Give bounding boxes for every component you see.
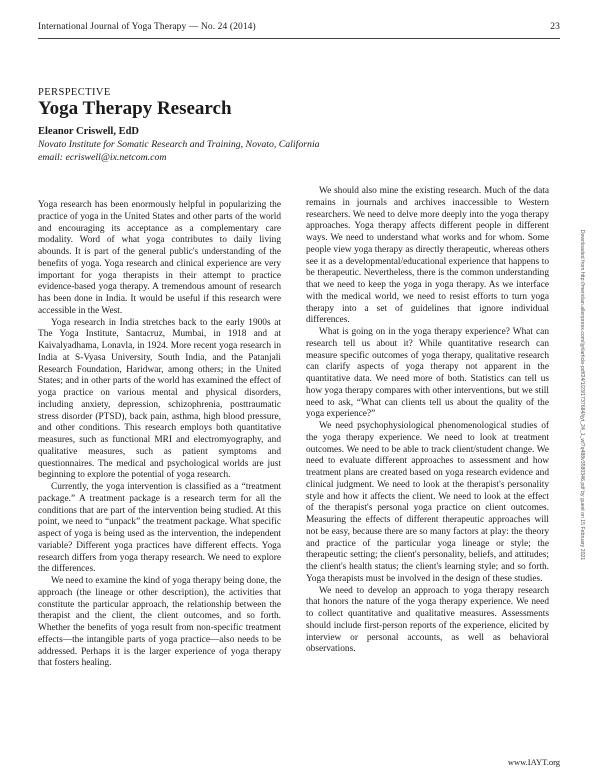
paragraph: Currently, the yoga intervention is classified as a “treatment package.” A treatment package is a research term for all the conditions that are part of the intervention being studied. At this point, we need to “unpack” the treatment package. What specific aspect of yoga is being used as the intervention, the independent variable? Different yoga practices have different effects. Yoga research differs from yoga therapy research. We need to explore the differences. [38,482,281,575]
body-column-left [38,200,281,670]
download-watermark-text: Downloaded from http://meridian.allenpress.com/ijyt/article-pdf/24/1/23/1737684/ijyt_24_1_wf7q488v3580346.pdf by guest on 15 February 2021 [579,229,585,561]
paragraph: What is going on in the yoga therapy experience? What can research tell us about it? While quantitative research can measure specific outcomes of yoga therapy, qualitative research can clarify aspects of yoga therapy not apparent in the quantitative data. We need more of both. Statistics can tell us how yoga therapy compares with other interventions, but we still need to ask, “What can clients tell us about the quality of the yoga experience?” [306,327,549,420]
paragraph: We need to examine the kind of yoga therapy being done, the approach (the lineage or other description), the activities that constitute the particular approach, the relationship between the therapist and the client, the client outcomes, and so forth. Whether the benefits of yoga result from non-specific treatment effects—the intangible parts of yoga practice—also needs to be addressed. Perhaps it is the larger experience of yoga therapy that fosters healing. [38,576,281,669]
author-name: Eleanor Criswell, EdD [38,126,140,137]
journal-citation: International Journal of Yoga Therapy — No. 24 (2014) [38,22,256,32]
article-kicker: PERSPECTIVE [38,87,111,98]
page-number: 23 [550,22,560,32]
paragraph: Yoga research in India stretches back to the early 1900s at The Yoga Institute, Santacruz, Mumbai, in 1918 and at Kaivalyadhama, Lonavla, in 1924. More recent yoga research in India at S-Vyasa University, South India, and the Patanjali Research Foundation, Haridwar, among others; in the United States; and in other parts of the world has examined the effect of yoga practice on various mental and physical disorders, including anxiety, depression, schizophrenia, posttraumatic stress disorder (PTSD), back pain, asthma, high blood pressure, and other conditions. This research employs both quantitative measures, such as functional MRI and electromyography, and qualitative measures, such as patient symptoms and questionnaires. The medical and psychological worlds are just beginning to explore the potential of yoga research. [38,317,281,481]
running-header [38,22,560,32]
footer-url[interactable]: www.IAYT.org [507,757,560,767]
paragraph: We need psychophysiological phenomenological studies of the yoga therapy experience. We need to look at treatment outcomes. We need to be able to track client/student change. We need to evaluate different approaches to assessment and how treatment plans are created based on yoga research evidence and clinical judgment. We need to look at the therapist's personality style and how it affects the client. We need to look at the effect of the therapist's personal yoga practice on client outcomes. Measuring the effects of different therapeutic approaches will not be easy, because there are so many factors at play: the theory and practice of the particular yoga lineage or style; the therapeutic setting; the client's personality, beliefs, and attitudes; the client's health status; the client's learning style; and so forth. Yoga therapists must be involved in the design of these studies. [306,421,549,584]
body-column-right [306,186,549,656]
paragraph: We should also mine the existing research. Much of the data remains in journals and archives inaccessible to Western researchers. We need to delve more deeply into the yoga therapy approaches. Yoga therapy affects different people in different ways. We need to understand what works and for whom. Some people view yoga therapy as directly therapeutic, whereas others see it as a developmental/educational experience that happens to be therapeutic. Nevertheless, there is the common understanding that we need to keep the yoga in yoga therapy. As we interface with the medical world, we need to resist efforts to turn yoga therapy into a set of guidelines that ignore individual differences. [306,186,549,326]
author-email: email: ecriswell@ix.netcom.com [38,152,167,163]
paragraph: We need to develop an approach to yoga therapy research that honors the nature of the yoga therapy experience. We need to collect quantitative and qualitative measures. Assessments should include first-person reports of the experience, elicited by interview or personal accounts, as well as behavioral observations. [306,585,549,655]
paragraph: Yoga research has been enormously helpful in popularizing the practice of yoga in the United States and other parts of the world and encouraging its acceptance as a complementary care modality. Word of what yoga contributes to daily living abounds. It is part of the general public's understanding of the benefits of yoga. Yoga research and clinical experience are very important for yoga therapists in their attempt to practice evidence-based yoga therapy. A tremendous amount of research has been done in India. It would be useful if this research were accessible in the West. [38,200,281,316]
article-title: Yoga Therapy Research [38,98,232,119]
header-rule [38,38,560,39]
author-affiliation: Novato Institute for Somatic Research and Training, Novato, California [38,139,320,150]
